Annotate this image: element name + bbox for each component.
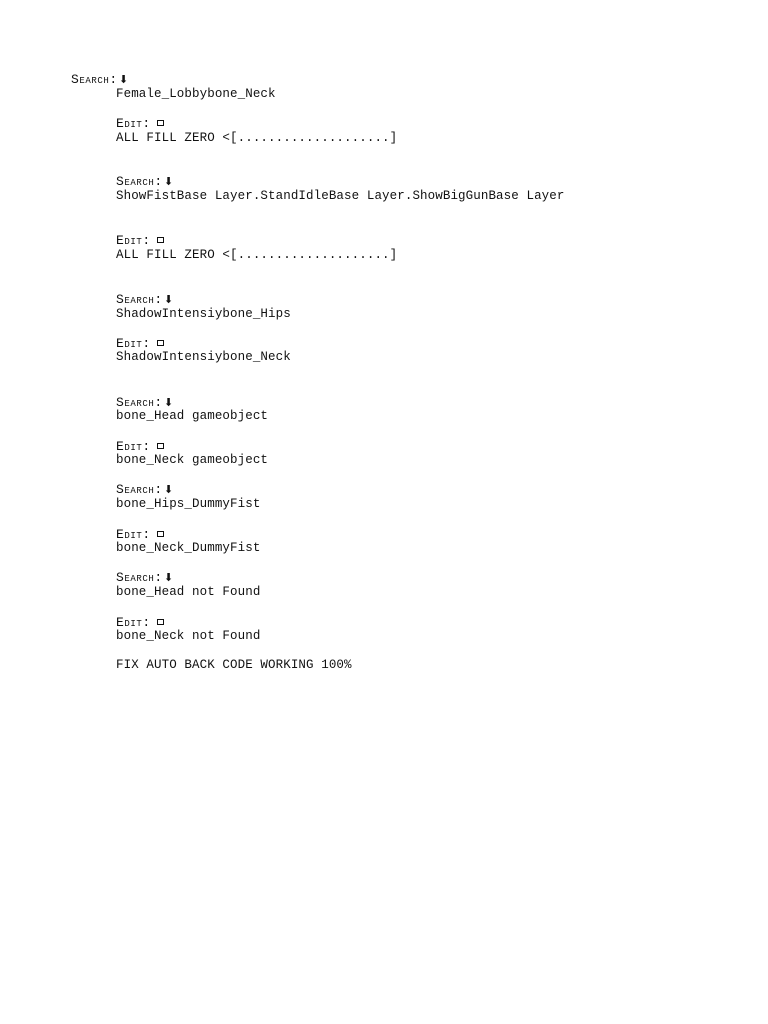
search-label-2: Search:⬇ [116, 174, 174, 189]
box-icon [157, 237, 164, 243]
box-icon [157, 619, 164, 625]
edit-value-9: bone_Neck_DummyFist [116, 541, 261, 555]
box-icon [157, 120, 164, 126]
edit-label-1: Edit: [116, 116, 164, 131]
down-arrow-icon: ⬇ [163, 483, 174, 496]
box-icon [157, 443, 164, 449]
search-label-0: Search:⬇ [71, 72, 129, 87]
search-value-10: bone_Head not Found [116, 585, 261, 599]
search-value-8: bone_Hips_DummyFist [116, 497, 261, 511]
edit-label-7: Edit: [116, 439, 164, 454]
edit-label-5: Edit: [116, 336, 164, 351]
search-value-6: bone_Head gameobject [116, 409, 269, 423]
search-label-6: Search:⬇ [116, 395, 174, 410]
down-arrow-icon: ⬇ [163, 571, 174, 584]
search-value-0: Female_Lobbybone_Neck [116, 87, 276, 101]
edit-label-11: Edit: [116, 615, 164, 630]
edit-label-9: Edit: [116, 527, 164, 542]
box-icon [157, 340, 164, 346]
edit-value-11: bone_Neck not Found [116, 629, 261, 643]
down-arrow-icon: ⬇ [163, 293, 174, 306]
search-value-4: ShadowIntensiybone_Hips [116, 307, 291, 321]
footer-note: FIX AUTO BACK CODE WORKING 100% [116, 658, 352, 672]
edit-label-3: Edit: [116, 233, 164, 248]
search-label-8: Search:⬇ [116, 482, 174, 497]
edit-value-3: ALL FILL ZERO <[....................] [116, 248, 398, 262]
search-label-10: Search:⬇ [116, 570, 174, 585]
down-arrow-icon: ⬇ [118, 73, 129, 86]
box-icon [157, 531, 164, 537]
edit-value-5: ShadowIntensiybone_Neck [116, 350, 291, 364]
down-arrow-icon: ⬇ [163, 396, 174, 409]
down-arrow-icon: ⬇ [163, 175, 174, 188]
edit-value-7: bone_Neck gameobject [116, 453, 269, 467]
search-value-2: ShowFistBase Layer.StandIdleBase Layer.ShowBigGunBase Layer [116, 189, 565, 203]
edit-value-1: ALL FILL ZERO <[....................] [116, 131, 398, 145]
search-label-4: Search:⬇ [116, 292, 174, 307]
